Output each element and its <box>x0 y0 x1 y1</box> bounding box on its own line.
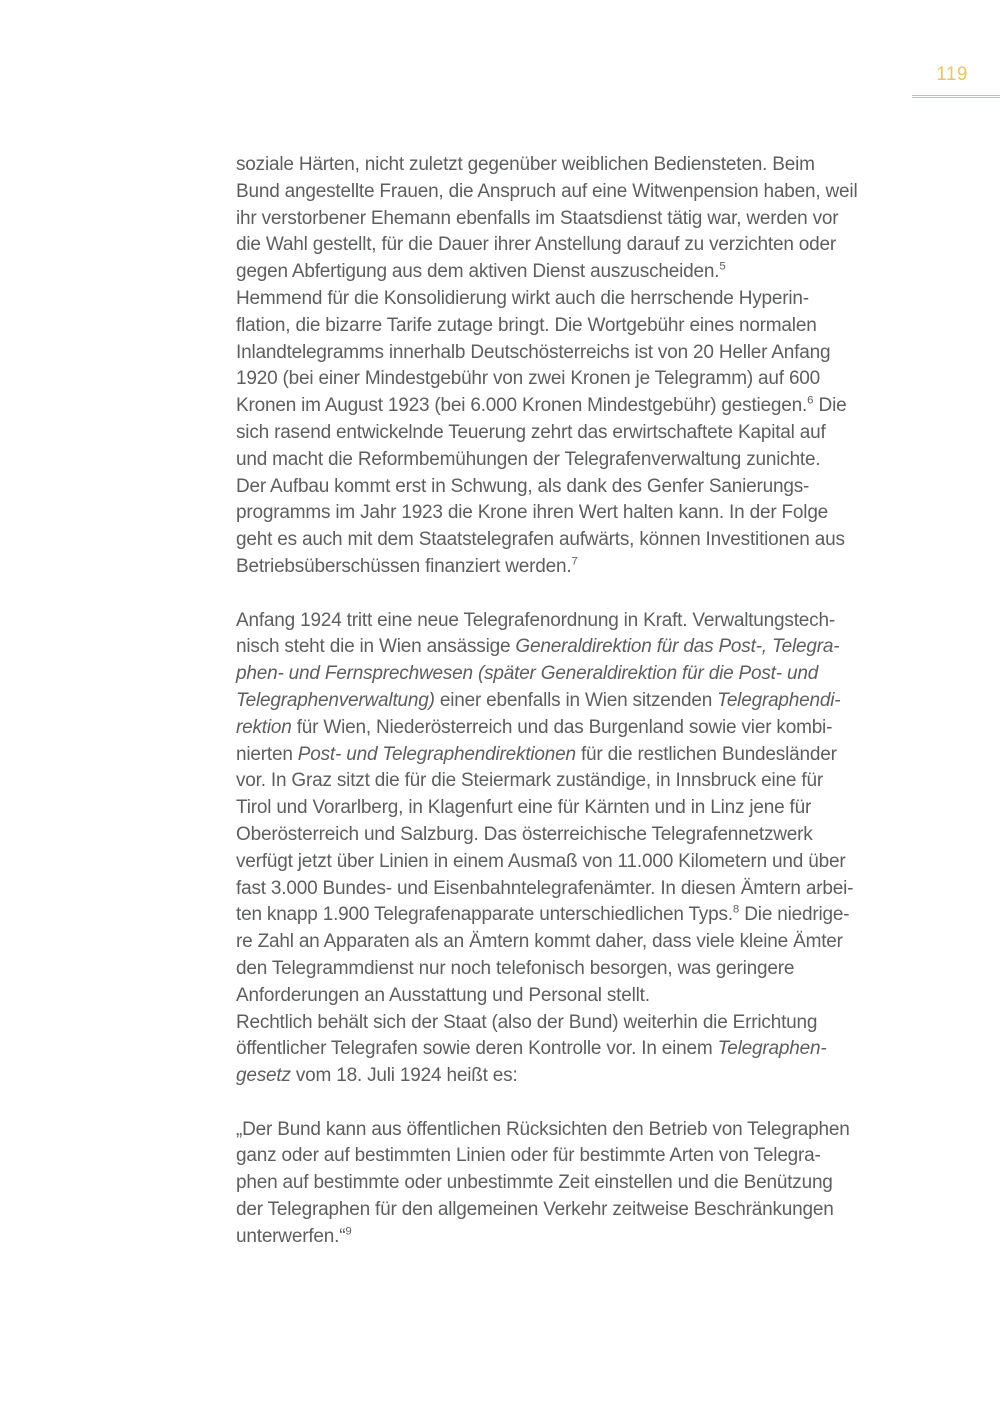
text-run: ten knapp 1.900 Telegrafenapparate unterschiedlichen Typs. <box>236 904 733 926</box>
text-line <box>236 902 926 929</box>
italic-text-run: Generaldirektion für das Post-, Telegra- <box>515 636 840 658</box>
text-line <box>236 393 926 420</box>
text-run: soziale Härten, nicht zuletzt gegenüber weiblichen Bediensteten. Beim <box>236 154 815 175</box>
text-line <box>236 795 926 822</box>
footnote-ref: 8 <box>732 903 740 916</box>
text-line <box>236 340 926 367</box>
text-run: Oberösterreich und Salzburg. Das österreichische Telegrafennetzwerk <box>236 823 813 845</box>
text-run: einer ebenfalls in Wien sitzenden <box>434 689 718 711</box>
text-line <box>236 206 926 233</box>
text-line <box>236 366 926 393</box>
italic-text-run: Telegraphendi- <box>717 689 841 711</box>
text-run: gegen Abfertigung aus dem aktiven Dienst auszuscheiden. <box>236 261 720 283</box>
text-run: für Wien, Niederösterreich und das Burgenland sowie vier kombi- <box>291 716 833 738</box>
text-line <box>236 313 926 340</box>
text-line <box>236 661 926 688</box>
text-run: Bund angestellte Frauen, die Anspruch auf eine Witwenpension haben, weil <box>236 180 858 202</box>
footnote-ref: 6 <box>807 394 814 407</box>
text-run: Die <box>813 395 847 417</box>
text-run: und macht die Reformbemühungen der Telegrafenverwaltung zunichte. <box>236 448 821 470</box>
text-run: verfügt jetzt über Linien in einem Ausmaß von 11.000 Kilometern und über <box>236 850 846 872</box>
text-run: phen auf bestimmte oder unbestimmte Zeit einstellen und die Benützung <box>236 1172 833 1194</box>
body-paragraph <box>236 152 926 581</box>
text-line <box>236 634 926 661</box>
text-line <box>236 259 926 286</box>
text-run: nierten <box>236 743 298 765</box>
footnote-ref: 5 <box>719 260 726 273</box>
text-line <box>236 152 926 179</box>
text-run: Kronen im August 1923 (bei 6.000 Kronen Mindestgebühr) gestiegen. <box>236 395 808 417</box>
text-line <box>236 929 926 956</box>
text-line <box>236 688 926 715</box>
text-line <box>236 179 926 206</box>
text-run: 1920 (bei einer Mindestgebühr von zwei Kronen je Telegramm) auf 600 <box>236 368 821 390</box>
text-line <box>236 447 926 474</box>
italic-text-run: gesetz <box>236 1065 291 1087</box>
text-run: Hemmend für die Konsolidierung wirkt auch die herrschende Hyperin- <box>236 287 809 309</box>
text-line <box>236 768 926 795</box>
text-line <box>236 608 926 635</box>
text-run: sich rasend entwickelnde Teuerung zehrt das erwirtschaftete Kapital auf <box>236 421 826 443</box>
text-line <box>236 849 926 876</box>
body-paragraph <box>236 1117 926 1251</box>
text-line <box>236 1197 926 1224</box>
text-line <box>236 1117 926 1144</box>
text-line <box>236 232 926 259</box>
text-run: für die restlichen Bundesländer <box>575 743 837 765</box>
text-run: Anforderungen an Ausstattung und Personal stellt. <box>236 984 650 1006</box>
text-line <box>236 822 926 849</box>
text-line <box>236 286 926 313</box>
text-line <box>236 527 926 554</box>
text-run: die Wahl gestellt, für die Dauer ihrer Anstellung darauf zu verzichten oder <box>236 234 837 256</box>
text-run: Anfang 1924 tritt eine neue Telegrafenordnung in Kraft. Verwaltungstech- <box>236 609 835 631</box>
text-line <box>236 1143 926 1170</box>
italic-text-run: Telegraphenverwaltung) <box>236 689 435 711</box>
text-line <box>236 1170 926 1197</box>
text-run: vom 18. Juli 1924 heißt es: <box>290 1065 518 1087</box>
text-run: Der Aufbau kommt erst in Schwung, als dank des Genfer Sanierungs- <box>236 475 810 497</box>
text-run: Rechtlich behält sich der Staat (also der Bund) weiterhin die Errichtung <box>236 1011 818 1033</box>
text-line <box>236 742 926 769</box>
page-number: 119 <box>936 64 968 85</box>
text-run: Die niedrige- <box>739 904 850 926</box>
text-run: geht es auch mit dem Staatstelegrafen aufwärts, können Investitionen aus <box>236 529 845 551</box>
page-body <box>236 152 926 1251</box>
text-run: den Telegrammdienst nur noch telefonisch besorgen, was geringere <box>236 957 795 979</box>
text-run: ihr verstorbener Ehemann ebenfalls im Staatsdienst tätig war, werden vor <box>236 207 839 229</box>
text-line <box>236 1010 926 1037</box>
text-run: ganz oder auf bestimmten Linien oder für bestimmte Arten von Telegra- <box>236 1145 821 1167</box>
text-run: öffentlicher Telegrafen sowie deren Kontrolle vor. In einem <box>236 1038 718 1060</box>
footnote-ref: 9 <box>345 1225 352 1238</box>
text-line <box>236 420 926 447</box>
text-run: fast 3.000 Bundes- und Eisenbahntelegrafenämter. In diesen Ämtern arbei- <box>236 877 854 899</box>
text-line <box>236 554 926 581</box>
text-run: re Zahl an Apparaten als an Ämtern kommt daher, dass viele kleine Ämter <box>236 931 843 953</box>
text-run: Tirol und Vorarlberg, in Klagenfurt eine für Kärnten und in Linz jene für <box>236 797 812 819</box>
body-paragraph <box>236 608 926 1090</box>
text-line <box>236 1036 926 1063</box>
text-run: „Der Bund kann aus öffentlichen Rücksichten den Betrieb von Telegraphen <box>236 1118 850 1140</box>
text-line <box>236 715 926 742</box>
text-run: unterwerfen.“ <box>236 1225 346 1247</box>
text-line <box>236 876 926 903</box>
italic-text-run: phen- und Fernsprechwesen (später Generaldirektion für die Post- und <box>236 663 819 685</box>
text-line <box>236 1063 926 1090</box>
text-line <box>236 956 926 983</box>
text-run: vor. In Graz sitzt die für die Steiermark zuständige, in Innsbruck eine für <box>236 770 823 792</box>
italic-text-run: Post- und Telegraphendirektionen <box>297 743 576 765</box>
italic-text-run: rektion <box>236 716 292 738</box>
text-run: Betriebsüberschüssen finanziert werden. <box>236 555 572 577</box>
text-line <box>236 500 926 527</box>
text-line <box>236 1224 926 1251</box>
text-line <box>236 983 926 1010</box>
text-run: programms im Jahr 1923 die Krone ihren Wert halten kann. In der Folge <box>236 502 829 524</box>
text-run: der Telegraphen für den allgemeinen Verkehr zeitweise Beschränkungen <box>236 1199 834 1221</box>
text-run: Inlandtelegramms innerhalb Deutschösterreichs ist von 20 Heller Anfang <box>236 341 831 363</box>
italic-text-run: Telegraphen- <box>717 1038 827 1060</box>
footnote-ref: 7 <box>571 555 578 568</box>
text-line <box>236 474 926 501</box>
text-run: flation, die bizarre Tarife zutage bringt. Die Wortgebühr eines normalen <box>236 314 817 336</box>
text-run: nisch steht die in Wien ansässige <box>236 636 516 658</box>
header-rule <box>912 95 1000 98</box>
